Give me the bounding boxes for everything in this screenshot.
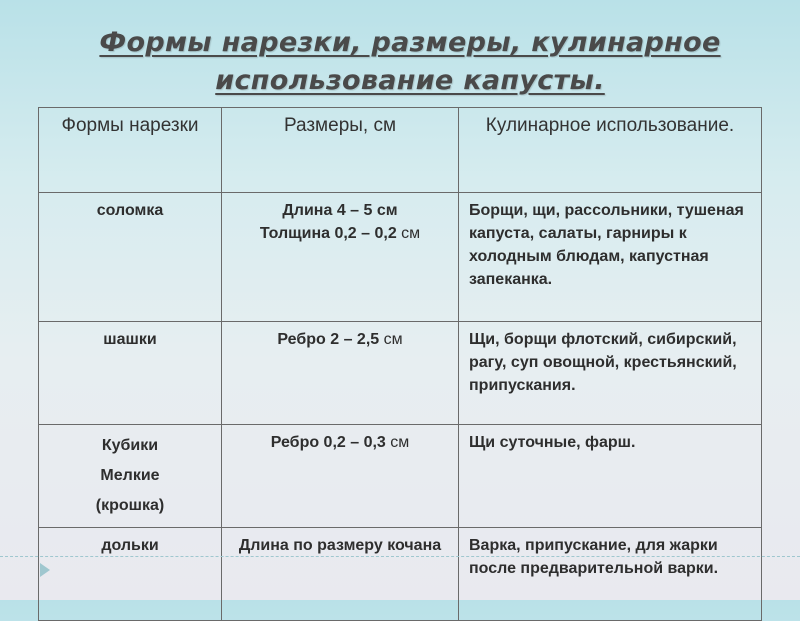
size-value: Ребро 0,2 – 0,3 [270, 434, 386, 451]
size-cell: Длина по размеру кочана [222, 528, 459, 621]
play-arrow-icon [40, 563, 50, 577]
header-sizes: Размеры, см [222, 108, 459, 193]
size-unit: см [379, 331, 403, 348]
form-cell: шашки [39, 322, 222, 425]
usage-cell: Борщи, щи, рассольники, тушеная капуста, салаты, гарниры к холодным блюдам, капустная запеканка. [459, 193, 762, 322]
form-cell: соломка [39, 193, 222, 322]
size-value: Ребро 2 – 2,5 [277, 331, 380, 348]
form-cell [39, 425, 222, 528]
usage-cell: Щи суточные, фарш. [459, 425, 762, 528]
title-line-2: использование капусты. [215, 65, 605, 96]
size-unit: см [385, 434, 410, 451]
size-cell [222, 322, 459, 425]
form-cell: дольки [39, 528, 222, 621]
size-cell [222, 193, 459, 322]
cutting-table [38, 107, 762, 621]
form-line: Мелкие [100, 467, 160, 484]
usage-cell: Варка, припускание, для жарки после предварительной варки. [459, 528, 762, 621]
table-row [39, 425, 762, 528]
form-line: (крошка) [95, 497, 165, 514]
size-thickness [230, 222, 450, 245]
table-header-row [39, 108, 762, 193]
table-row [39, 193, 762, 322]
table-row [39, 528, 762, 621]
usage-cell: Щи, борщи флотский, сибирский, рагу, суп овощной, крестьянский, припускания. [459, 322, 762, 425]
size-cell [222, 425, 459, 528]
header-usage: Кулинарное использование. [459, 108, 762, 193]
size-length: Длина 4 – 5 см [282, 202, 398, 219]
form-line: Кубики [101, 437, 159, 454]
page-title [60, 24, 760, 100]
size-value: Толщина 0,2 – 0,2 [259, 225, 397, 242]
header-forms: Формы нарезки [39, 108, 222, 193]
title-line-1: Формы нарезки, размеры, кулинарное [99, 27, 721, 58]
table-row [39, 322, 762, 425]
size-unit: см [396, 225, 421, 242]
decorative-divider [0, 556, 800, 557]
